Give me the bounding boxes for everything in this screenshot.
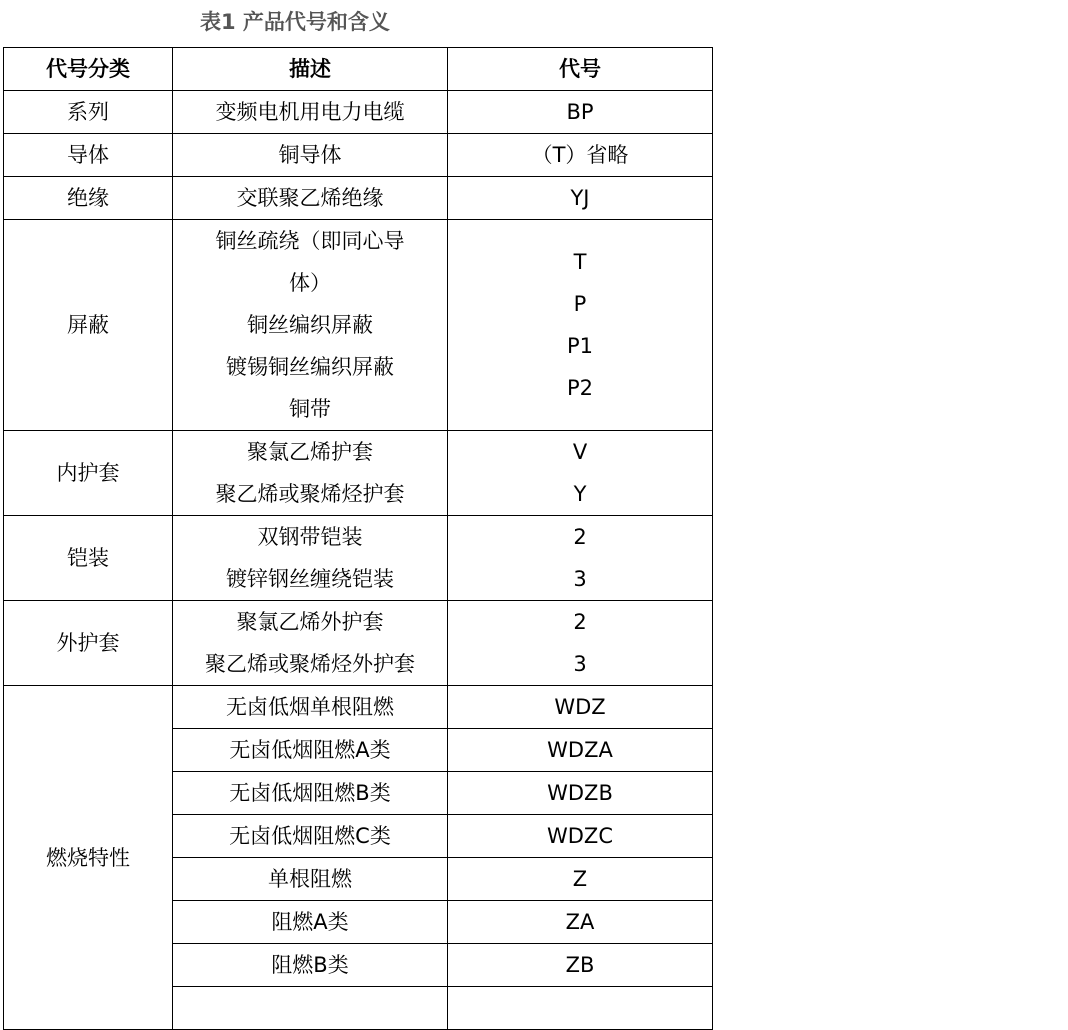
description-cell: 阻燃A类 (173, 901, 448, 944)
table-title: 表1 产品代号和含义 (200, 10, 390, 34)
description-line: 体） (289, 271, 331, 295)
code-cell: BP (448, 91, 713, 134)
code-line: P1 (566, 334, 594, 358)
code-line: P (573, 292, 587, 316)
description-line: 铜丝疏绕（即同心导 (215, 229, 405, 253)
code-line: 3 (573, 652, 587, 676)
description-cell: 铜导体 (173, 134, 448, 177)
code-line: V (572, 440, 588, 464)
description-cell: 单根阻燃 (173, 858, 448, 901)
table-row (4, 431, 713, 516)
description-line: 双钢带铠装 (257, 525, 363, 549)
description-cell: 无卤低烟阻燃B类 (173, 772, 448, 815)
description-cell: 变频电机用电力电缆 (173, 91, 448, 134)
code-line: P2 (566, 376, 594, 400)
category-cell: 内护套 (4, 431, 173, 516)
table-row (4, 686, 713, 729)
header-row (4, 48, 713, 91)
code-cell (448, 516, 713, 601)
header-category: 代号分类 (4, 48, 173, 91)
table-row (4, 134, 713, 177)
category-cell: 外护套 (4, 601, 173, 686)
code-cell (448, 431, 713, 516)
description-line: 聚乙烯或聚烯烃外护套 (205, 652, 415, 676)
code-line: 2 (573, 525, 587, 549)
code-line: 2 (573, 610, 587, 634)
product-code-table (3, 47, 713, 1030)
category-cell: 铠装 (4, 516, 173, 601)
description-cell (173, 601, 448, 686)
category-cell: 导体 (4, 134, 173, 177)
code-cell: Z (448, 858, 713, 901)
description-cell (173, 516, 448, 601)
category-cell: 屏蔽 (4, 220, 173, 431)
table-row (4, 177, 713, 220)
code-line: T (573, 250, 587, 274)
table-row (4, 516, 713, 601)
description-cell: 无卤低烟阻燃A类 (173, 729, 448, 772)
description-cell: 无卤低烟单根阻燃 (173, 686, 448, 729)
description-line: 聚乙烯或聚烯烃护套 (215, 482, 405, 506)
table-row (4, 91, 713, 134)
table-row (4, 601, 713, 686)
code-cell: （T）省略 (448, 134, 713, 177)
description-cell: 阻燃B类 (173, 944, 448, 987)
description-line: 镀锌钢丝缠绕铠装 (226, 567, 394, 591)
description-line: 铜带 (289, 397, 331, 421)
header-code: 代号 (448, 48, 713, 91)
code-cell: ZB (448, 944, 713, 987)
code-line: 3 (573, 567, 587, 591)
description-line: 铜丝编织屏蔽 (247, 313, 373, 337)
code-cell: ZA (448, 901, 713, 944)
code-cell: WDZA (448, 729, 713, 772)
description-cell (173, 987, 448, 1030)
code-line: Y (573, 482, 587, 506)
description-cell: 交联聚乙烯绝缘 (173, 177, 448, 220)
code-cell (448, 601, 713, 686)
code-cell (448, 987, 713, 1030)
description-cell (173, 431, 448, 516)
description-cell (173, 220, 448, 431)
description-cell: 无卤低烟阻燃C类 (173, 815, 448, 858)
description-line: 聚氯乙烯外护套 (236, 610, 384, 634)
category-cell: 系列 (4, 91, 173, 134)
table-row (4, 220, 713, 431)
code-cell (448, 220, 713, 431)
category-cell: 绝缘 (4, 177, 173, 220)
code-cell: WDZC (448, 815, 713, 858)
code-cell: WDZB (448, 772, 713, 815)
code-cell: YJ (448, 177, 713, 220)
description-line: 镀锡铜丝编织屏蔽 (226, 355, 394, 379)
description-line: 聚氯乙烯护套 (247, 440, 373, 464)
header-description: 描述 (173, 48, 448, 91)
category-cell: 燃烧特性 (4, 686, 173, 1030)
code-cell: WDZ (448, 686, 713, 729)
